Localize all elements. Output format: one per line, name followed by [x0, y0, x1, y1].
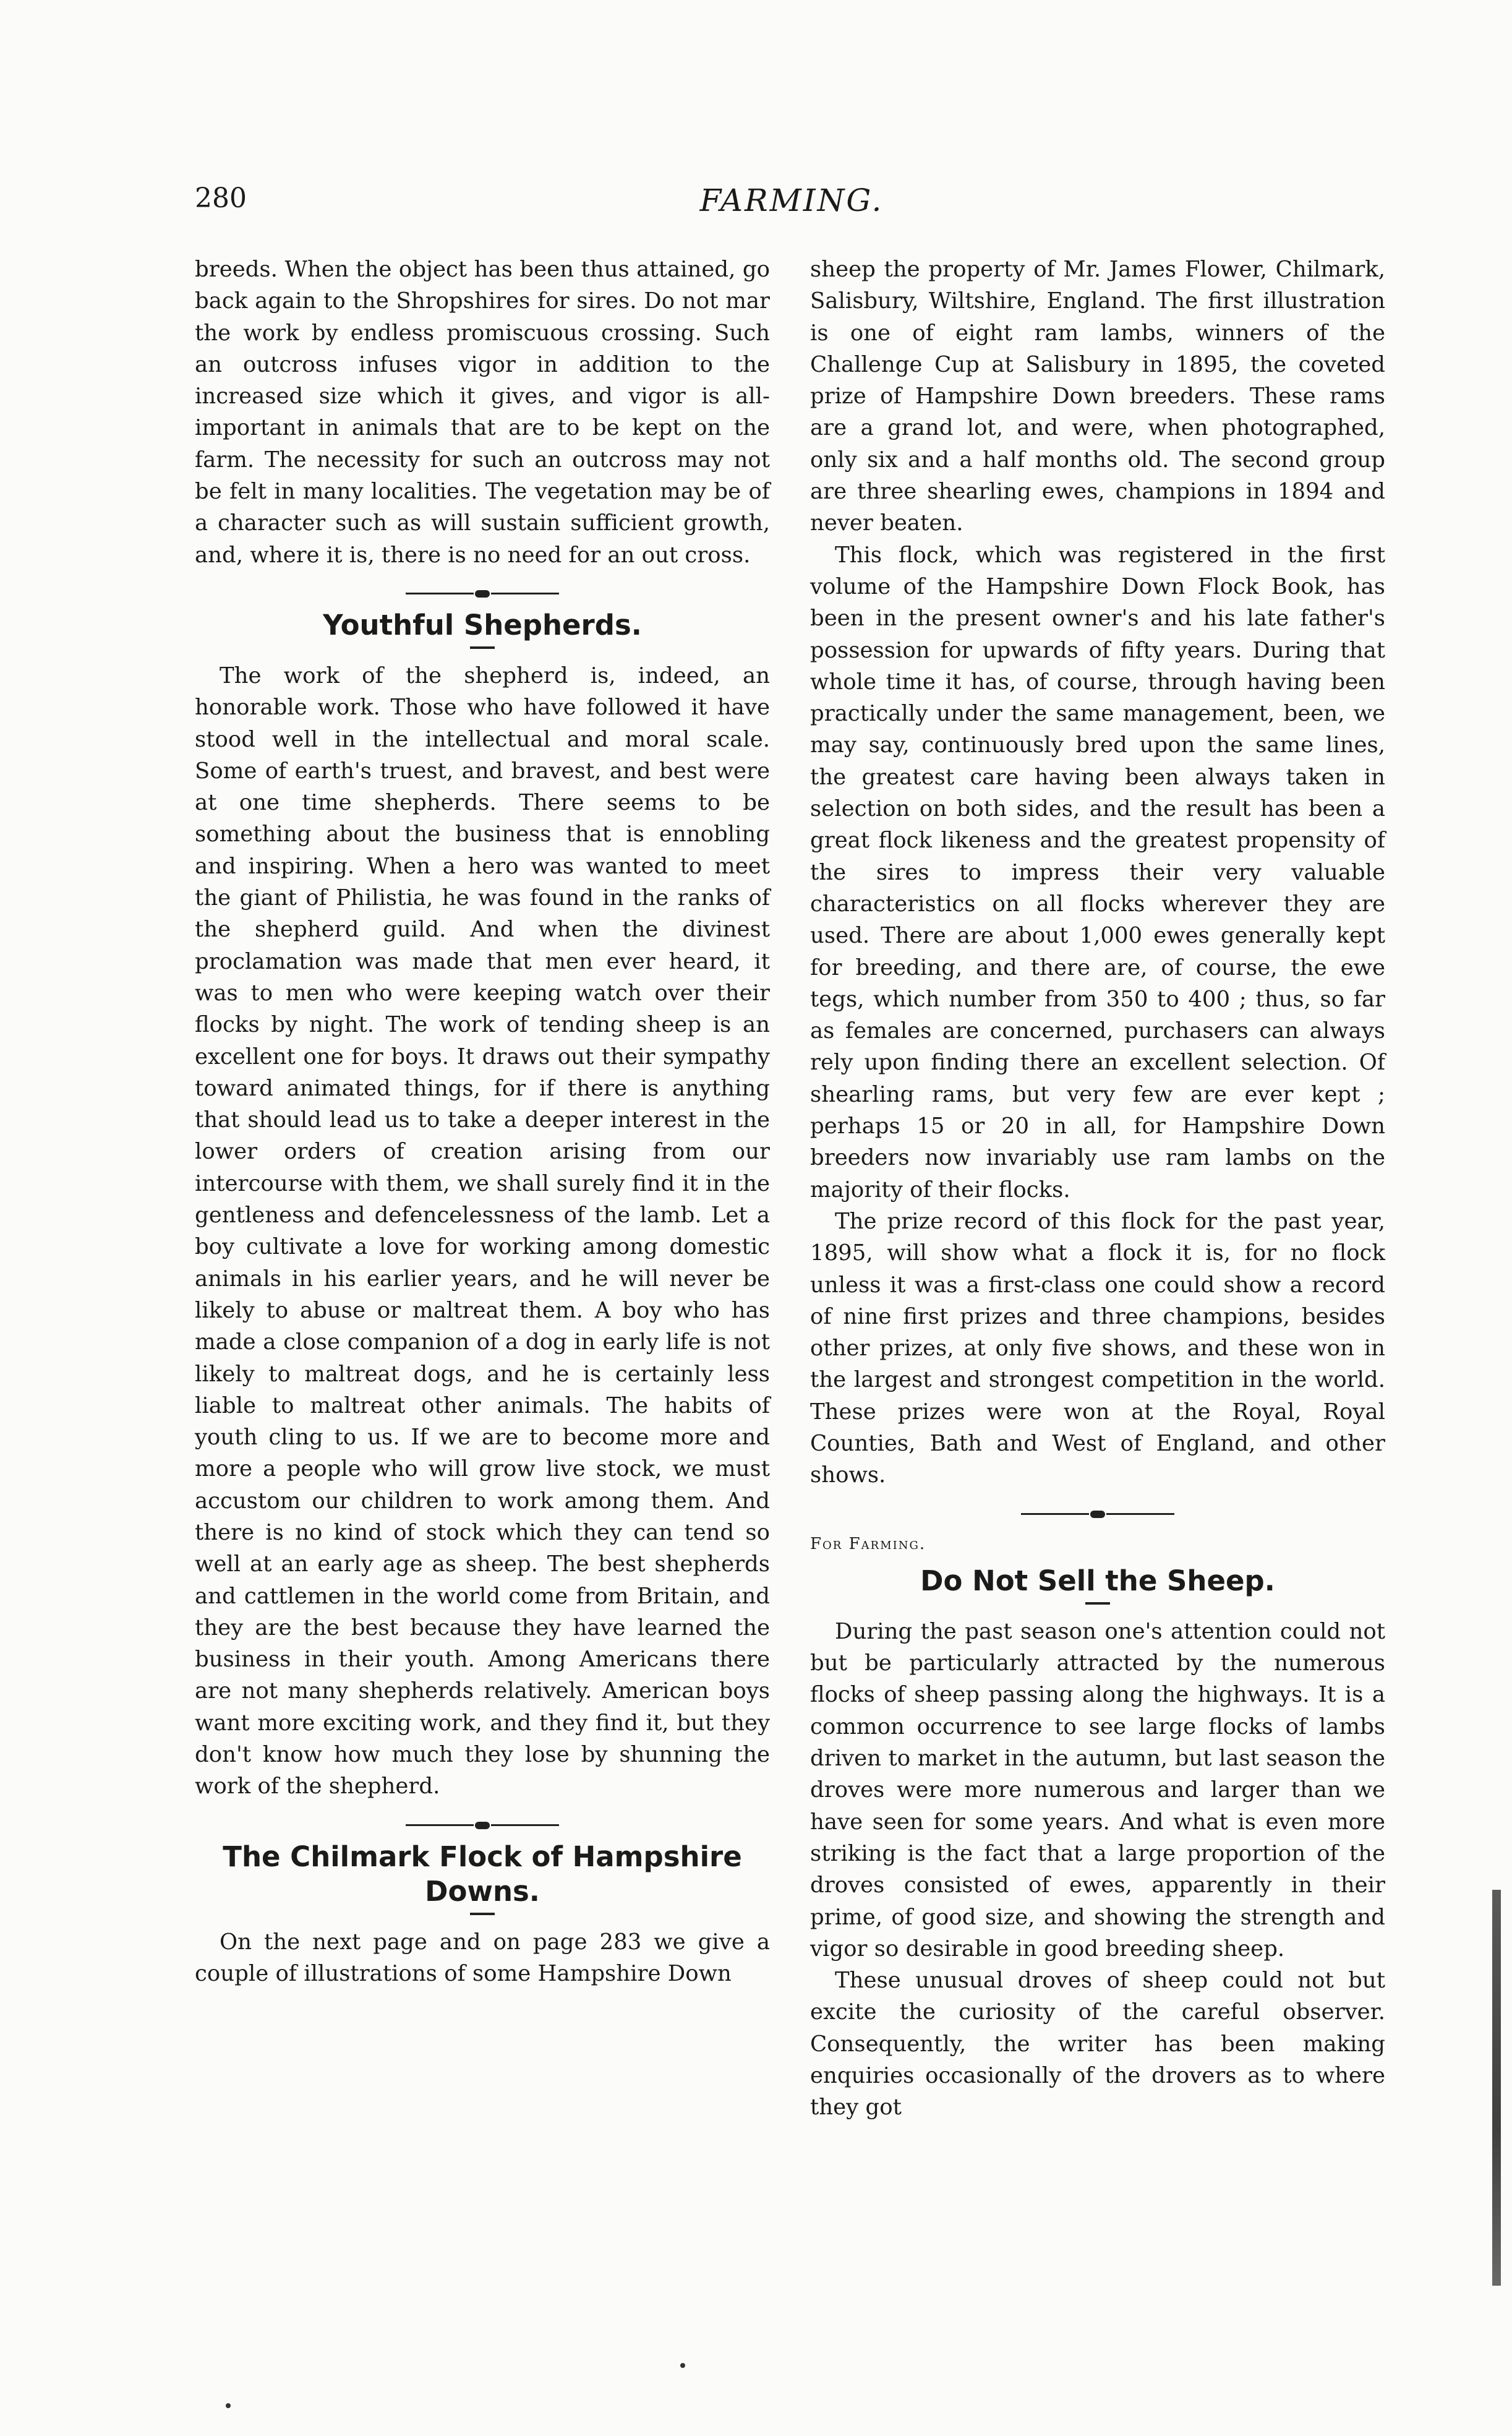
- left-column: [195, 254, 770, 1989]
- section-divider: [195, 1819, 770, 1832]
- chilmark-paragraph-2: This flock, which was registered in the first volume of the Hampshire Down Flock Book, has been in the present owner's and his late father's possession for upwards of fifty years. During that whole time it has, of course, through having been practically under the same management, been, we may say, continuously bred upon the same lines, the greatest care having been always taken in selection on both sides, and the result has been a great flock likeness and the greatest propensity of the sires to impress their very valuable characteristics on all flocks wherever they are used. There are about 1,000 ewes generally kept for breeding, and there are, of course, the ewe tegs, which number from 350 to 400 ; thus, so far as females are concerned, purchasers can always rely upon finding there an excellent selection. Of shearling rams, but very few are ever kept ; perhaps 15 or 20 in all, for Hampshire Down breeders now invariably use ram lambs on the majority of their flocks.: [810, 542, 1385, 1203]
- do-not-sell-paragraph-2: These unusual droves of sheep could not but excite the curiosity of the careful observer. Consequently, the writer has been making enquiries occasionally of the drovers as to where they got: [810, 1968, 1385, 2121]
- title-dash: [470, 646, 495, 649]
- scan-speck: [680, 2363, 685, 2368]
- title-dash: [1085, 1602, 1110, 1605]
- scan-speck: [226, 2403, 231, 2408]
- scan-edge-mark: [1492, 1890, 1501, 2286]
- article-title-do-not-sell: Do Not Sell the Sheep.: [920, 1564, 1275, 1597]
- section-divider: [810, 1507, 1385, 1521]
- youthful-shepherds-paragraph: The work of the shepherd is, indeed, an honorable work. Those who have followed it have stood well in the intellectual and moral scale. Some of earth's truest, and bravest, and best were at one time shepherds. There seems to be something about the business that is ennobling and inspiring. When a hero was wanted to meet the giant of Philistia, he was found in the ranks of the shepherd guild. And when the divinest proclamation was made that men ever heard, it was to men who were keeping watch over their flocks by night. The work of tending sheep is an excellent one for boys. It draws out their sympathy toward animated things, for if there is anything that should lead us to take a deeper interest in the lower orders of creation arising from our intercourse with them, we shall surely find it in the gentleness and defencelessness of the lamb. Let a boy cultivate a love for working among domestic animals in his earlier years, and he will never be likely to abuse or maltreat them. A boy who has made a close companion of a dog in early life is not likely to maltreat dogs, and he is certainly less liable to maltreat other animals. The habits of youth cling to us. If we are to become more and more a people who will grow live stock, we must accustom our children to work among them. And there is no kind of stock which they can tend so well at an early age as sheep. The best shepherds and cattlemen in the world come from Britain, and they are the best because they have learned the business in their youth. Among Americans there are not many shepherds relatively. American boys want more exciting work, and they find it, but they don't know how much they lose by shunning the work of the shepherd.: [195, 663, 770, 1799]
- article-title-youthful-shepherds: Youthful Shepherds.: [323, 608, 642, 641]
- intro-paragraph: breeds. When the object has been thus attained, go back again to the Shropshires for sires. Do not mar the work by endless promiscuous crossing. Such an outcross infuses vigor in addition to the increased size which it gives, and vigor is all-important in animals that are to be kept on the farm. The necessity for such an outcross may not be felt in many localities. The vegetation may be of a character such as will sustain sufficient growth, and, where it is, there is no need for an out cross.: [195, 257, 770, 568]
- title-dash: [470, 1913, 495, 1915]
- running-head: FARMING.: [699, 182, 884, 218]
- do-not-sell-paragraph-1: During the past season one's attention could not but be particularly attracted by the numerous flocks of sheep passing along the highways. It is a common occurrence to see large flocks of lambs driven to market in the autumn, but last season the droves were more numerous and larger than we have seen for some years. And what is even more striking is the fact that a large proportion of the droves consisted of ewes, apparently in their prime, of good size, and showing the strength and vigor so desirable in good breeding sheep.: [810, 1618, 1385, 1962]
- article-title-chilmark-flock: The Chilmark Flock of Hampshire Downs.: [223, 1840, 742, 1908]
- section-divider: [195, 587, 770, 601]
- article-byline: For Farming.: [810, 1534, 926, 1553]
- chilmark-paragraph-continued: sheep the property of Mr. James Flower, Chilmark, Salisbury, Wiltshire, England. The first illustration is one of eight ram lambs, winners of the Challenge Cup at Salisbury in 1895, the coveted prize of Hampshire Down breeders. These rams are a grand lot, and were, when photographed, only six and a half months old. The second group are three shearling ewes, champions in 1894 and never beaten.: [810, 257, 1385, 536]
- page-header: [195, 182, 1388, 232]
- chilmark-paragraph-start: On the next page and on page 283 we give a couple of illustrations of some Hampshire Down: [195, 1929, 770, 1986]
- page-number: 280: [195, 182, 247, 214]
- right-column: [810, 254, 1385, 2124]
- chilmark-paragraph-3: The prize record of this flock for the past year, 1895, will show what a flock it is, for no flock unless it was a first-class one could show a record of nine first prizes and three champions, besides other prizes, at only five shows, and these won in the largest and strongest competition in the world. These prizes were won at the Royal, Royal Counties, Bath and West of England, and other shows.: [810, 1208, 1385, 1488]
